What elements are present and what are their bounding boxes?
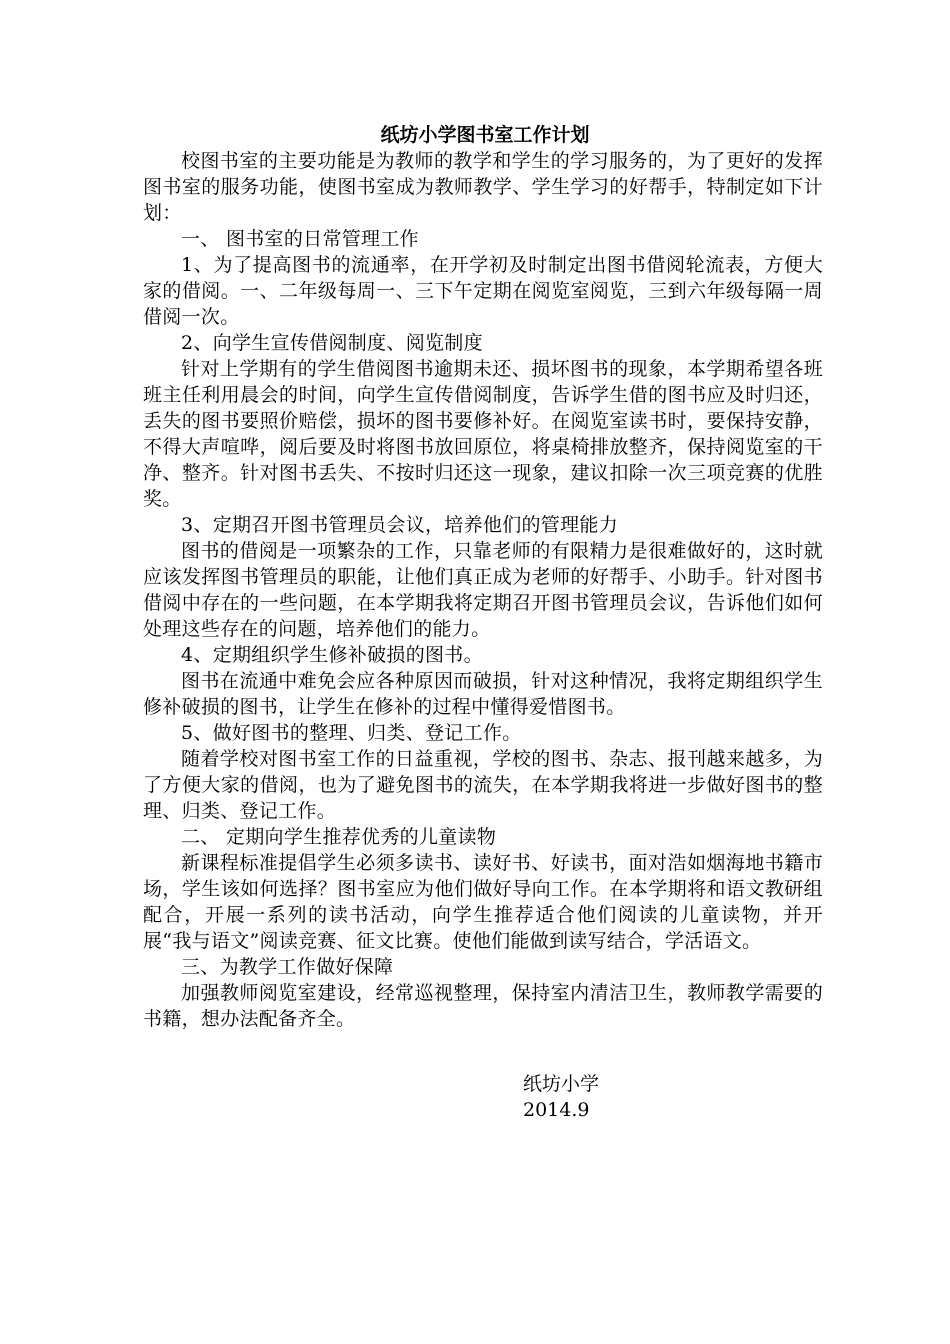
- intro-paragraph: 校图书室的主要功能是为教师的教学和学生的学习服务的，为了更好的发挥图书室的服务功能，使图书室成为教师教学、学生学习的好帮手，特制定如下计划：: [143, 150, 823, 224]
- signature-date: 2014.9: [523, 1099, 590, 1121]
- section1-item3-heading: 3、定期召开图书管理员会议，培养他们的管理能力: [181, 514, 618, 536]
- section1-item4-text: 图书在流通中难免会应各种原因而破损，针对这种情况，我将定期组织学生修补破损的图书，让学生在修补的过程中懂得爱惜图书。: [143, 670, 823, 718]
- document-title: 纸坊小学图书室工作计划: [380, 124, 590, 146]
- section1-item2-heading: 2、向学生宣传借阅制度、阅览制度: [181, 332, 483, 354]
- section1-heading: 一、 图书室的日常管理工作: [181, 228, 419, 250]
- section2-text: 新课程标准提倡学生必须多读书、读好书、好读书，面对浩如烟海地书籍市场，学生该如何选择？图书室应为他们做好导向工作。在本学期将和语文教研组配合，开展一系列的读书活动，向学生推荐适合他们阅读的儿童读物，并开展“我与语文”阅读竞赛、征文比赛。使他们能做到读写结合，学活语文。: [143, 852, 823, 952]
- signature-org: 纸坊小学: [523, 1073, 600, 1095]
- document-body: [143, 122, 823, 1032]
- section1-item3-text: 图书的借阅是一项繁杂的工作，只靠老师的有限精力是很难做好的，这时就应该发挥图书管理员的职能，让他们真正成为老师的好帮手、小助手。针对图书借阅中存在的一些问题，在本学期我将定期召开图书管理员会议，告诉他们如何处理这些存在的问题，培养他们的能力。: [143, 540, 823, 640]
- section1-item5-heading: 5、做好图书的整理、归类、登记工作。: [181, 722, 522, 744]
- section1-item4-heading: 4、定期组织学生修补破损的图书。: [181, 644, 483, 666]
- section3-heading: 三、为教学工作做好保障: [181, 956, 394, 978]
- section1-item1-text: 1、为了提高图书的流通率，在开学初及时制定出图书借阅轮流表，方便大家的借阅。一、二年级每周一、三下午定期在阅览室阅览，三到六年级每隔一周借阅一次。: [143, 254, 823, 328]
- section2-heading: 二、 定期向学生推荐优秀的儿童读物: [181, 826, 497, 848]
- signature-block: [523, 1071, 599, 1123]
- section3-text: 加强教师阅览室建设，经常巡视整理，保持室内清洁卫生，教师教学需要的书籍，想办法配备齐全。: [143, 982, 823, 1030]
- section1-item5-text: 随着学校对图书室工作的日益重视，学校的图书、杂志、报刊越来越多，为了方便大家的借阅，也为了避免图书的流失，在本学期我将进一步做好图书的整理、归类、登记工作。: [143, 748, 823, 822]
- section1-item2-text: 针对上学期有的学生借阅图书逾期未还、损坏图书的现象，本学期希望各班班主任利用晨会的时间，向学生宣传借阅制度，告诉学生借的图书应及时归还，丢失的图书要照价赔偿，损坏的图书要修补好。在阅览室读书时，要保持安静，不得大声喧哗，阅后要及时将图书放回原位，将桌椅排放整齐，保持阅览室的干净、整齐。针对图书丢失、不按时归还这一现象，建议扣除一次三项竞赛的优胜奖。: [143, 358, 823, 510]
